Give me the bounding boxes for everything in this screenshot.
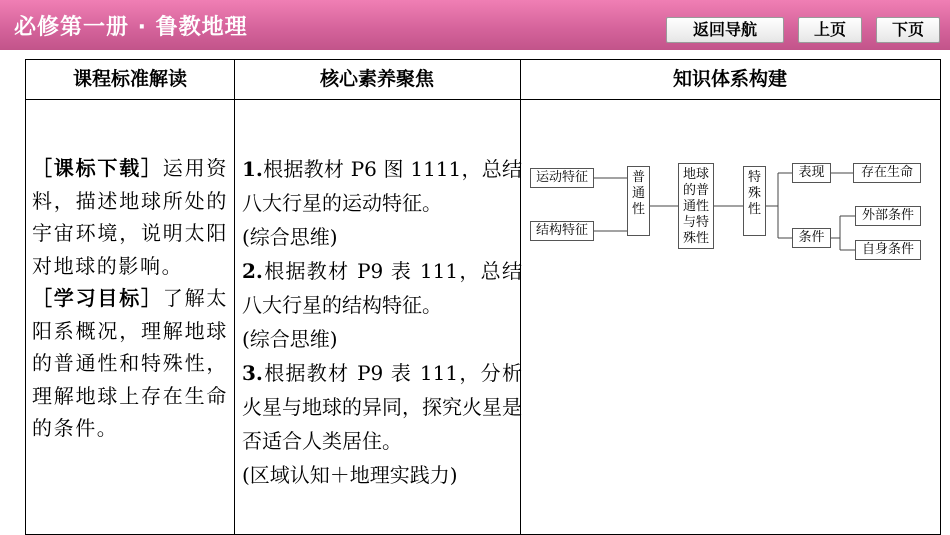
concept-ordinary: 普通性 [627, 166, 650, 236]
header-divider [26, 99, 940, 100]
literacy-item: 3.根据教材 P9 表 111，分析火星与地球的异同，探究火星是否适合人类居住。 (区域认知＋地理实践力) [242, 361, 522, 487]
core-literacy-list [242, 152, 522, 492]
concept-special: 特殊性 [743, 166, 766, 236]
concept-internal-conditions: 自身条件 [855, 240, 921, 260]
concept-structure-features: 结构特征 [530, 221, 594, 241]
concept-external-conditions: 外部条件 [855, 206, 921, 226]
literacy-tag: (综合思维) [242, 225, 338, 249]
curriculum-standard-text [32, 152, 228, 445]
header-curriculum-standard: 课程标准解读 [72, 68, 187, 90]
concept-map [528, 158, 940, 268]
content-table [25, 59, 941, 535]
previous-page-button[interactable]: 上页 [798, 17, 862, 43]
learning-goals-text: 了解太阳系概况，理解地球的普通性和特殊性，理解地球上存在生命的条件。 [32, 286, 228, 440]
next-page-button[interactable]: 下页 [876, 17, 940, 43]
header-bar [0, 0, 950, 50]
concept-motion-features: 运动特征 [530, 168, 594, 188]
concept-existence-of-life: 存在生命 [853, 163, 921, 183]
header-knowledge-system: 知识体系构建 [672, 68, 787, 90]
standard-download-tag: ［课标下载］ [32, 156, 163, 180]
literacy-item: 2.根据教材 P9 表 111，总结八大行星的结构特征。 (综合思维) [242, 259, 522, 351]
learning-goals-tag: ［学习目标］ [32, 286, 163, 310]
concept-conditions: 条件 [792, 228, 831, 248]
header-core-literacy: 核心素养聚焦 [319, 68, 434, 90]
column-divider [234, 60, 235, 534]
literacy-item: 1.根据教材 P6 图 1111，总结八大行星的运动特征。 (综合思维) [242, 157, 522, 249]
literacy-tag: (区域认知＋地理实践力) [242, 463, 458, 487]
back-to-nav-button[interactable]: 返回导航 [666, 17, 784, 43]
page-title: 必修第一册 · 鲁教地理 [14, 15, 248, 40]
concept-earth-ordinary-special: 地球的普通性与特殊性 [678, 163, 714, 249]
literacy-tag: (综合思维) [242, 327, 338, 351]
standard-download-text: 运用资料，描述地球所处的宇宙环境，说明太阳对地球的影响。 [32, 156, 228, 278]
concept-manifestation: 表现 [792, 163, 831, 183]
